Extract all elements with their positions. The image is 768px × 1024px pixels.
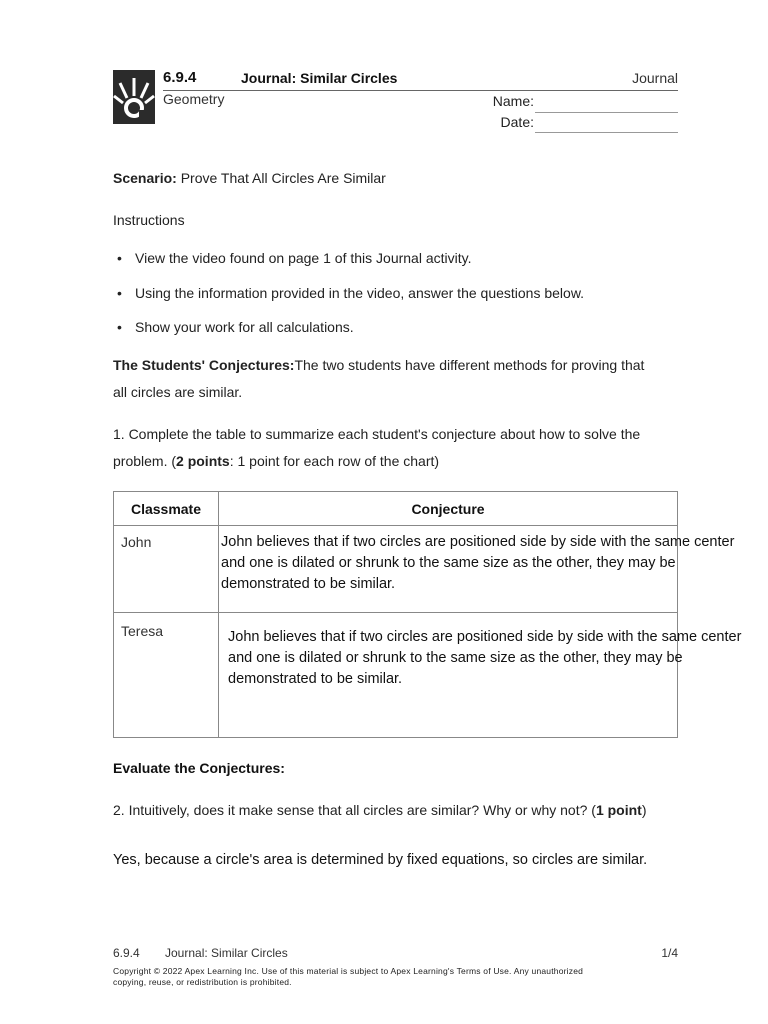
- activity-title: Journal: Similar Circles: [241, 70, 398, 86]
- copyright-notice: Copyright © 2022 Apex Learning Inc. Use of this material is subject to Apex Learning's Terms of Use. Any unauthorized copying, reuse, or redistribution is prohibited.: [113, 966, 584, 987]
- apex-logo: [113, 70, 155, 124]
- scenario-text: Prove That All Circles Are Similar: [176, 170, 386, 186]
- instruction-item: • View the video found on page 1 of this Journal activity.: [117, 250, 472, 266]
- header-rule: [163, 90, 678, 91]
- question-2: 2. Intuitively, does it make sense that all circles are similar? Why or why not? (1 point): [113, 802, 647, 818]
- subject-label: Geometry: [163, 91, 225, 107]
- classmate-teresa: Teresa: [121, 623, 164, 639]
- answer-2[interactable]: Yes, because a circle's area is determined by fixed equations, so circles are similar.: [113, 852, 648, 868]
- conjecture-teresa[interactable]: John believes that if two circles are positioned side by side with the same center and one is dilated or shrunk to the same size as the other, they may be demonstrated to be similar.: [228, 629, 742, 687]
- instruction-item: • Using the information provided in the video, answer the questions below.: [117, 285, 585, 301]
- instructions-heading: Instructions: [113, 212, 185, 228]
- activity-number: 6.9.4: [163, 69, 197, 86]
- question-2-points: 1 point: [595, 802, 642, 818]
- date-field[interactable]: [535, 132, 678, 133]
- name-label: Name:: [492, 93, 534, 109]
- footer-title: Journal: Similar Circles: [165, 946, 288, 960]
- activity-type: Journal: [632, 70, 678, 86]
- scenario-label: Scenario:: [113, 170, 177, 186]
- question-1-points: 2 points: [176, 453, 230, 469]
- conjecture-john[interactable]: John believes that if two circles are positioned side by side with the same center and one is dilated or shrunk to the same size as the other, they may be demonstrated to be similar.: [221, 534, 735, 592]
- question-1: 1. Complete the table to summarize each student's conjecture about how to solve the problem. (2 points: 1 point for each row of the chart): [113, 426, 641, 469]
- evaluate-heading: Evaluate the Conjectures:: [113, 760, 285, 776]
- date-label: Date:: [500, 114, 534, 130]
- footer-number: 6.9.4: [113, 946, 140, 960]
- conjectures-paragraph: The Students' Conjectures:The two students have different methods for proving that all circles are similar.: [113, 357, 645, 400]
- instruction-item: • Show your work for all calculations.: [117, 319, 354, 335]
- scenario: [113, 170, 386, 186]
- classmate-john: John: [121, 534, 152, 550]
- header-classmate: Classmate: [130, 501, 202, 517]
- conjectures-label: The Students' Conjectures:: [113, 357, 295, 373]
- header-conjecture: Conjecture: [411, 501, 485, 517]
- page-number: 1/4: [661, 946, 678, 960]
- name-field[interactable]: [535, 112, 678, 113]
- conjecture-table: [113, 491, 742, 738]
